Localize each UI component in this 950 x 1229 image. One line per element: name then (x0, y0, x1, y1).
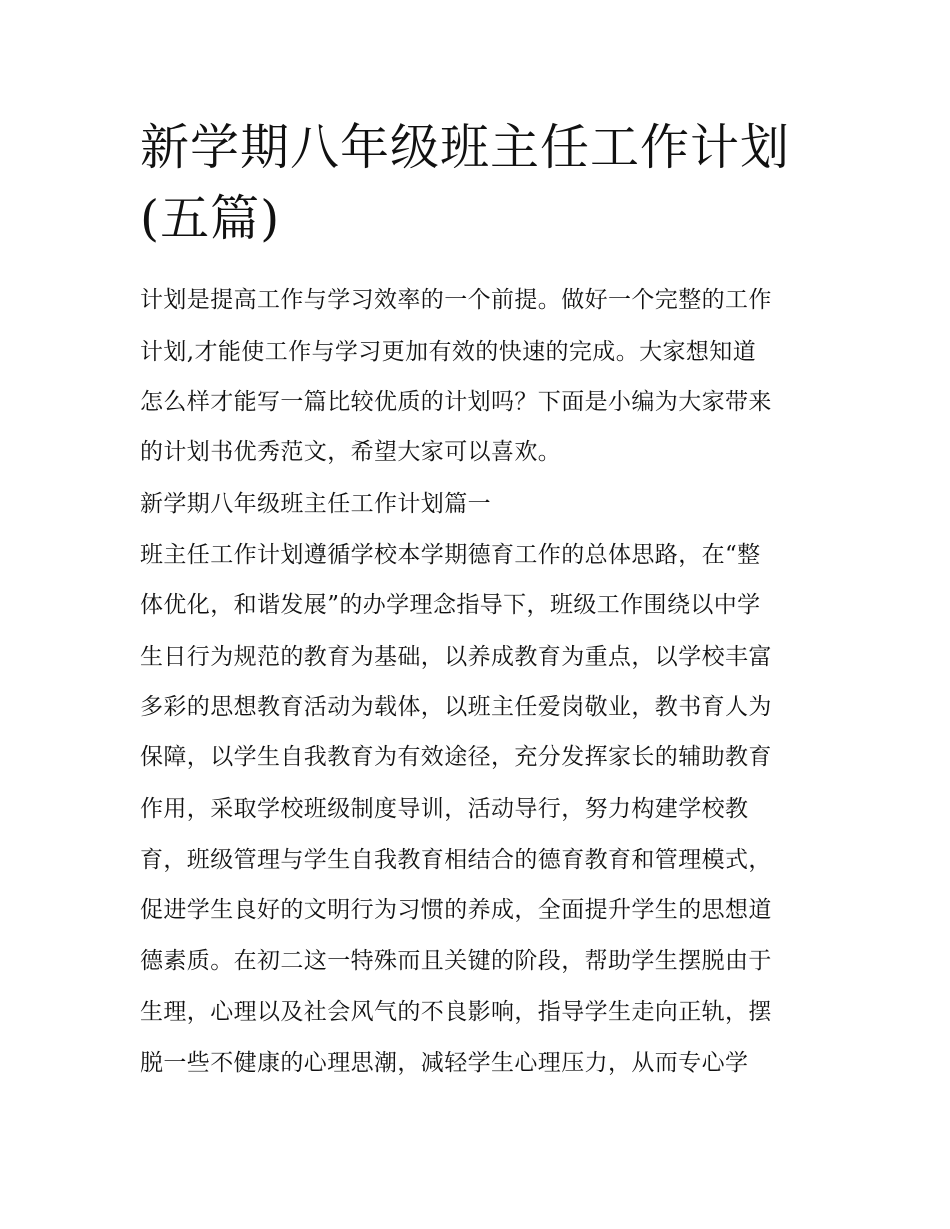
body-line-1: 班主任工作计划遵循学校本学期德育工作的总体思路，在“整 (140, 542, 761, 568)
body-line-7: 育，班级管理与学生自我教育相结合的德育教育和管理模式， (140, 847, 772, 873)
body-line-11: 脱一些不健康的心理思潮，减轻学生心理压力，从而专心学 (140, 1050, 749, 1076)
body-line-5: 保障，以学生自我教育为有效途径，充分发挥家长的辅助教育 (140, 744, 772, 770)
section-heading: 新学期八年级班主任工作计划篇一 (140, 491, 491, 517)
body-line-4: 多彩的思想教育活动为载体，以班主任爱岗敬业，教书育人为 (140, 694, 772, 720)
body-line-8: 促进学生良好的文明行为习惯的养成，全面提升学生的思想道 (140, 897, 772, 923)
body-line-10: 生理，心理以及社会风气的不良影响，指导学生走向正轨，摆 (140, 999, 772, 1025)
body-line-3: 生日行为规范的教育为基础，以养成教育为重点，以学校丰富 (140, 644, 772, 670)
body-line-2: 体优化，和谐发展”的办学理念指导下，班级工作围绕以中学 (140, 592, 761, 618)
intro-line-2: 计划,才能使工作与学习更加有效的快速的完成。大家想知道 (140, 339, 757, 365)
document-title (140, 112, 820, 254)
intro-line-4: 的计划书优秀范文，希望大家可以喜欢。 (140, 439, 562, 465)
intro-line-1: 计划是提高工作与学习效率的一个前提。做好一个完整的工作 (140, 287, 772, 313)
title-line-1: 新学期八年级班主任工作计划 (140, 119, 791, 176)
body-line-9: 德素质。在初二这一特殊而且关键的阶段，帮助学生摆脱由于 (140, 948, 772, 974)
intro-line-3: 怎么样才能写一篇比较优质的计划吗？下面是小编为大家带来 (140, 389, 772, 415)
body-line-6: 作用，采取学校班级制度导训，活动导行，努力构建学校教 (140, 796, 749, 822)
title-line-2: (五篇) (140, 190, 281, 247)
